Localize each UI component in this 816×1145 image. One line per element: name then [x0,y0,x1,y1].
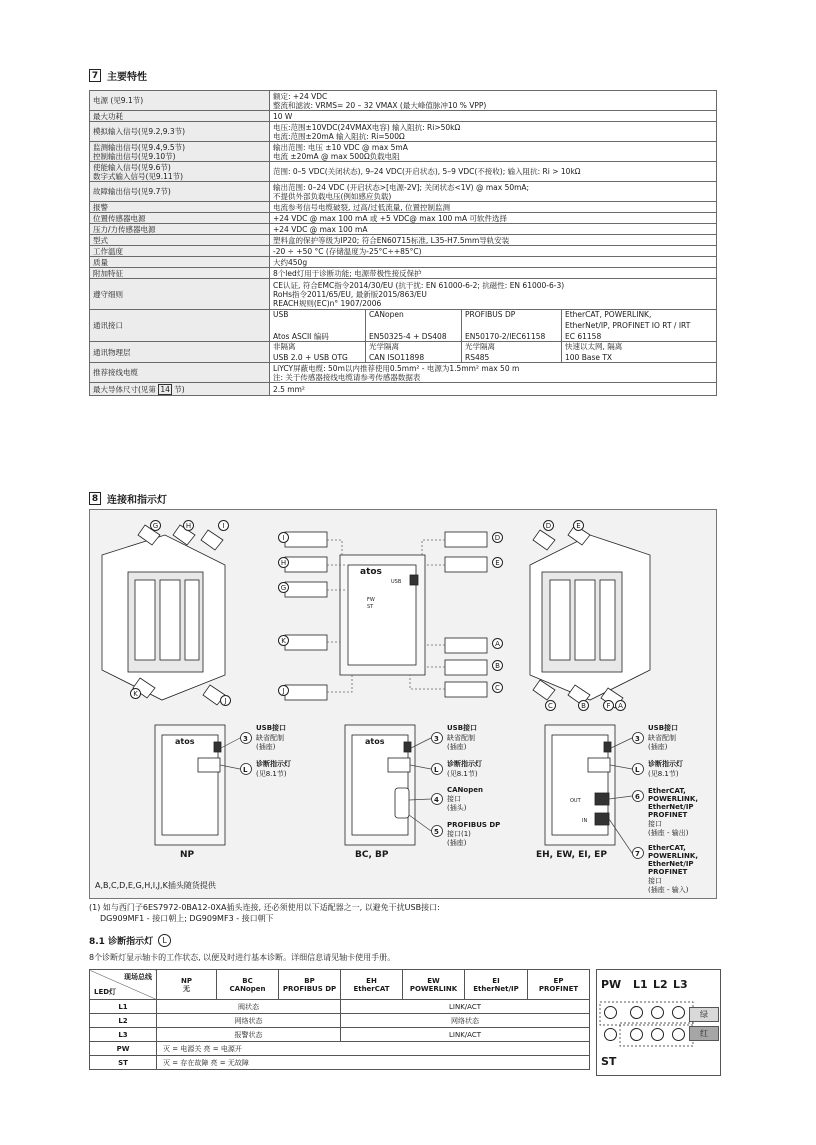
spec-row [90,235,717,246]
plug-letter-b: B [578,700,589,711]
fieldbus-col-ep [528,970,590,1000]
spec-value [270,363,717,383]
fieldbus-code: EW [427,976,440,985]
led-state-left: 阀状态 [157,1000,341,1014]
usb-callout-sub: 缺省配制 [648,734,676,742]
comm-cell [561,310,716,341]
out-port-label: OUT [570,798,581,804]
led-state-right: LINK/ACT [341,1028,590,1042]
usb-callout-title: USB接口 [648,724,679,732]
module-front-center [285,532,487,700]
led-pw-indicator [604,1006,617,1019]
spec-label: 故障输出信号(见9.7节) [90,182,270,202]
plug-letter-h: H [183,520,194,531]
comm-cell-bottom: CAN ISO11898 [369,353,425,362]
led-table [89,969,590,1070]
corner-cell [90,970,157,1000]
spec-label: 工作温度 [90,246,270,257]
fw-led-label: FW [367,597,375,603]
module-side-right [530,525,650,708]
section-7-header [89,68,147,83]
usb-callout-sub2: (插座) [256,743,276,751]
corner-top: 现场总线 [124,973,152,981]
spec-value [270,111,717,122]
spec-row [90,310,717,342]
st-led-label: ST [367,604,374,610]
spec-value-line: 电流参考信号电缆破裂, 过高/过低流量, 位置控制监测 [273,202,451,212]
fieldbus-name: 无 [183,984,190,993]
section-number: 8 [89,492,101,505]
plug-letter-k: K [130,688,141,699]
fieldbus-code: EI [492,976,500,985]
plug-letter-a: A [492,638,503,649]
comm-cell [461,310,561,341]
diag-callout-sub: (见8.1节) [648,770,679,778]
spec-row [90,342,717,363]
spec-value-line: REACH规则(EC)n° 1907/2006 [273,298,382,308]
eth-out-callout-sub2: (插座 - 输出) [648,829,689,837]
led-pw-label: PW [601,978,622,991]
plug-letter-j: J [278,685,289,696]
spec-value [270,182,717,202]
plug-letter-h: H [278,557,289,568]
led-state: 灭 = 电源关 亮 = 电源开 [157,1042,590,1056]
section-title: 8.1 诊断指示灯 [89,937,154,947]
spec-value-line: CE认证, 符合EMC指令2014/30/EU (抗干扰: EN 61000-6-2; 抗磁性: EN 61000-6-3) [273,280,565,290]
led-name: PW [90,1042,157,1056]
spec-row [90,213,717,224]
spec-value [270,383,717,396]
note-1: (1) 如与西门子6ES7972-0BA12-0XA插头连接, 还必须使用以下适配器之一, 以避免干扰USB接口: [89,903,440,912]
fieldbus-code: EH [366,976,377,985]
fieldbus-code: BP [304,976,315,985]
comm-cell-bottom: RS485 [465,353,490,362]
spec-row [90,246,717,257]
fieldbus-name: PROFINET [538,984,579,993]
led-row-st [90,1056,590,1070]
fieldbus-name: CANopen [229,984,266,993]
plug-letter-g: G [150,520,161,531]
callout-num: 3 [243,735,248,743]
callout-num: 6 [635,793,640,801]
led-l2-label: L2 [653,978,668,991]
plug-letter-f: F [603,700,614,711]
led-state-right: LINK/ACT [341,1000,590,1014]
spec-label: 通讯物理层 [90,342,270,363]
spec-value [270,122,717,142]
comm-cell-bottom: 100 Base TX [565,353,613,362]
spec-value [270,342,717,363]
spec-value [270,268,717,279]
connections-diagram [89,509,717,899]
section-badge: L [158,934,171,947]
profibus-callout-sub2: (插座) [447,839,467,847]
in-port-label: IN [582,818,588,824]
callout-num: L [243,766,248,774]
led-name: L1 [90,1000,157,1014]
spec-row [90,257,717,268]
usb-callout-title: USB接口 [256,724,287,732]
comm-cell-bottom: EN50170-2/IEC61158 [465,332,546,341]
spec-value-line: 10 W [273,111,293,121]
brand-label: atos [175,737,195,746]
eth-out-callout-title: EtherCAT, POWERLINK, EtherNet/IP PROFINET [648,787,698,819]
spec-table [89,90,717,396]
led-l2-indicator [651,1006,664,1019]
comm-cell-bottom: Atos ASCII 编码 [273,332,329,341]
comm-cell-bottom: USB 2.0 + USB OTG [273,353,348,362]
spec-value [270,279,717,310]
led-name: L3 [90,1028,157,1042]
spec-label-line: 控制输出信号(见9.10节) [93,151,176,161]
diag-callout-title: 诊断指示灯 [256,760,291,768]
comm-grid [270,342,716,362]
led-l1-red-indicator [630,1028,643,1041]
led-state-left: 报警状态 [157,1028,341,1042]
led-l2-red-indicator [651,1028,664,1041]
diag-callout-title: 诊断指示灯 [648,760,683,768]
led-l3-indicator [672,1006,685,1019]
spec-value-line: 电压:范围±10VDC(24VMAX电容) 输入阻抗: Ri>50kΩ [273,122,461,132]
comm-cell-top: 光学隔离 [465,342,495,351]
fieldbus-name: POWERLINK [409,984,458,993]
led-state-left: 网络状态 [157,1014,341,1028]
spec-value-line: 电流 ±20mA @ max 500Ω负载电阻 [273,151,400,161]
led-l3-label: L3 [673,978,688,991]
comm-cell [365,310,461,341]
profibus-callout-title: PROFIBUS DP [447,821,501,829]
spec-label-post: 节) [171,384,185,394]
eth-out-callout-sub: 接口 [648,820,662,828]
spec-label: 遵守细则 [90,279,270,310]
fieldbus-col-bp [279,970,341,1000]
comm-cell-top: PROFIBUS DP [465,310,516,319]
spec-value [270,224,717,235]
diagram-footer: A,B,C,D,E,G,H,I,J,K插头随货提供 [95,881,216,890]
spec-label: 推荐接线电缆 [90,363,270,383]
spec-label-pre: 最大导体尺寸(见第 [93,384,159,394]
spec-value [270,91,717,111]
plug-letter-i: I [218,520,229,531]
spec-label [90,142,270,162]
canopen-callout-sub: 接口 [447,795,461,803]
led-state: 灭 = 存在故障 亮 = 无故障 [157,1056,590,1070]
plug-letter-c: C [545,700,556,711]
spec-label-line: 使能输入信号(见9.6节) [93,162,171,172]
profibus-callout-sub: 接口(1) [447,830,471,838]
led-st-label: ST [601,1055,617,1068]
spec-row [90,122,717,142]
spec-row [90,91,717,111]
led-name: L2 [90,1014,157,1028]
spec-label [90,162,270,182]
plug-letter-i: I [278,532,289,543]
spec-value [270,142,717,162]
spec-row [90,162,717,182]
spec-value-line: 塑料盒的保护等级为IP20; 符合EN60715标准, L35-H7.5mm导轨安装 [273,235,510,245]
spec-value-line: 注: 关于传感器接线电缆请参考传感器数据表 [273,372,421,382]
spec-label: 质量 [90,257,270,268]
spec-label: 报警 [90,202,270,213]
note-1b: DG909MF1 - 接口朝上; DG909MF3 - 接口朝下 [100,914,274,923]
spec-value-line: 2.5 mm² [273,384,305,394]
canopen-callout-sub2: (插头) [447,804,467,812]
eth-in-callout-title: EtherCAT, POWERLINK, EtherNet/IP PROFINET [648,844,698,876]
plug-letter-k: K [278,635,289,646]
led-row-pw [90,1042,590,1056]
fieldbus-name: EtherCAT [353,984,390,993]
spec-value-line: 8个led灯用于诊断功能; 电源带极性接反保护 [273,268,422,278]
diag-callout-title: 诊断指示灯 [447,760,482,768]
module-side-left [102,525,225,705]
led-row-l2 [90,1014,590,1028]
comm-cell-top: CANopen [369,310,404,319]
spec-value-line: +24 VDC @ max 100 mA [273,224,368,234]
fieldbus-code: NP [181,976,192,985]
led-name: ST [90,1056,157,1070]
spec-value-line: +24 VDC @ max 100 mA 或 +5 VDC@ max 100 mA 可软件选择 [273,213,507,223]
fieldbus-code: BC [242,976,253,985]
green-tag: 绿 [689,1007,719,1022]
section-8-1-desc: 8个诊断灯显示轴卡的工作状态, 以便及时进行基本诊断。详细信息请见轴卡使用手册。 [89,953,396,962]
spec-value-line: 大约450g [273,257,308,267]
section-number: 7 [89,69,101,82]
spec-row [90,268,717,279]
spec-label: 位置传感器电源 [90,213,270,224]
plug-letter-e: E [573,520,584,531]
fieldbus-col-ew [403,970,465,1000]
spec-value [270,162,717,182]
spec-label: 型式 [90,235,270,246]
section-8-header [89,491,167,506]
led-row-l1 [90,1000,590,1014]
comm-cell [270,310,365,341]
spec-value-line: 输出范围: 0–24 VDC (开启状态>[电源-2V]; 关闭状态<1V) @ max 50mA; [273,182,530,192]
comm-cell [365,342,461,362]
comm-cell-bottom: EC 61158 [565,332,602,341]
fieldbus-col-np [157,970,217,1000]
spec-label: 电源 (见9.1节) [90,91,270,111]
spec-value [270,257,717,268]
spec-label-line: 数字式输入信号(见9.11节) [93,171,184,181]
led-panel [596,969,721,1076]
spec-value [270,213,717,224]
usb-callout-sub2: (插座) [447,743,467,751]
comm-cell-top: 非隔离 [273,342,296,351]
plug-letter-b: B [492,660,503,671]
section-title: 主要特性 [107,72,147,83]
led-l1-label: L1 [633,978,648,991]
comm-cell-top: EtherCAT, POWERLINK, [565,310,652,319]
led-table-header [90,970,590,1000]
comm-cell [561,342,716,362]
comm-cell-top: 快速以太网, 隔离 [565,342,623,351]
spec-label: 模拟输入信号(见9.2,9.3节) [90,122,270,142]
spec-row [90,142,717,162]
spec-value [270,310,717,342]
corner-bottom: LED灯 [94,988,117,996]
module-eh [545,725,615,845]
callout-num: 5 [434,828,439,836]
usb-callout-sub: 缺省配制 [447,734,475,742]
fieldbus-code: EP [553,976,564,985]
led-row-l3 [90,1028,590,1042]
fieldbus-col-bc [217,970,279,1000]
spec-value-line: LiYCY屏蔽电缆: 50m以内推荐使用0.5mm² - 电源为1.5mm² max 50 m [273,363,520,373]
spec-row [90,279,717,310]
usb-port-label: USB [391,579,402,585]
red-tag: 红 [689,1026,719,1041]
spec-row [90,224,717,235]
comm-cell [461,342,561,362]
plug-letter-g: G [278,582,289,593]
spec-row [90,383,717,396]
caption-eh-ew-ei-ep: EH, EW, EI, EP [536,850,607,860]
comm-cell-bottom: EN50325-4 + DS408 [369,332,447,341]
spec-value [270,235,717,246]
spec-label [90,383,270,396]
led-l1-indicator [630,1006,643,1019]
callout-num: 4 [434,796,439,804]
spec-label: 压力/力传感器电源 [90,224,270,235]
callout-num: 3 [635,735,640,743]
plug-letter-e: E [492,557,503,568]
usb-callout-sub: 缺省配制 [256,734,284,742]
section-ref-box: 14 [160,384,170,394]
plug-letter-c: C [492,682,503,693]
spec-row [90,111,717,122]
brand-label: atos [365,737,385,746]
eth-in-callout-sub2: (插座 - 输入) [648,886,689,894]
diag-callout-sub: (见8.1节) [256,770,287,778]
usb-callout-title: USB接口 [447,724,478,732]
fieldbus-col-eh [341,970,403,1000]
spec-value [270,202,717,213]
plug-letter-j: J [220,695,231,706]
section-8-1-header [89,934,171,947]
usb-callout-sub2: (插座) [648,743,668,751]
comm-grid [270,310,716,341]
spec-value-line: 范围: 0–5 VDC(关闭状态), 9–24 VDC(开启状态), 5–9 VDC(不接收); 输入阻抗: Ri > 10kΩ [273,167,581,176]
spec-value-line: 额定: +24 VDC [273,91,328,101]
brand-label: atos [360,567,382,577]
spec-value-line: 输出范围: 电压 ±10 VDC @ max 5mA [273,142,408,152]
spec-value-line: 整流和滤波: VRMS= 20 – 32 VMAX (最大峰值脉冲10 % VPP) [273,100,487,110]
comm-cell-top: USB [273,310,289,319]
caption-bc-bp: BC, BP [355,850,389,860]
section-title: 连接和指示灯 [107,495,167,506]
spec-row [90,182,717,202]
spec-value-line: -20 ÷ +50 °C (存储温度为-25°C÷+85°C) [273,246,422,256]
plug-letter-a: A [615,700,626,711]
caption-np: NP [180,850,195,860]
spec-label: 通讯接口 [90,310,270,342]
spec-value-line: 不提供外部负载电压(例如感应负载) [273,191,392,201]
led-state-right: 网络状态 [341,1014,590,1028]
callout-num: L [635,766,640,774]
spec-label: 附加特征 [90,268,270,279]
diag-callout-sub: (见8.1节) [447,770,478,778]
canopen-callout-title: CANopen [447,786,483,794]
comm-cell-top: 光学隔离 [369,342,399,351]
plug-letter-d: D [543,520,554,531]
eth-in-callout-sub: 接口 [648,877,662,885]
callout-num: 7 [635,850,640,858]
led-l3-red-indicator [672,1028,685,1041]
callout-num: L [434,766,439,774]
spec-value-line: 电流:范围±20mA 输入阻抗: Ri=500Ω [273,131,405,141]
fieldbus-name: EtherNet/IP [473,984,519,993]
plug-letter-d: D [492,532,503,543]
spec-row [90,363,717,383]
fieldbus-col-ei [465,970,528,1000]
comm-cell [270,342,365,362]
spec-row [90,202,717,213]
comm-cell-mid: EtherNet/IP, PROFINET IO RT / IRT [565,321,691,330]
spec-value-line: RoHs指令2011/65/EU, 最新版2015/863/EU [273,289,427,299]
fieldbus-name: PROFIBUS DP [282,984,337,993]
led-st-indicator [604,1028,617,1041]
spec-value [270,246,717,257]
callout-num: 3 [434,735,439,743]
spec-label-line: 监测输出信号(见9.4,9.5节) [93,142,186,152]
spec-label: 最大功耗 [90,111,270,122]
